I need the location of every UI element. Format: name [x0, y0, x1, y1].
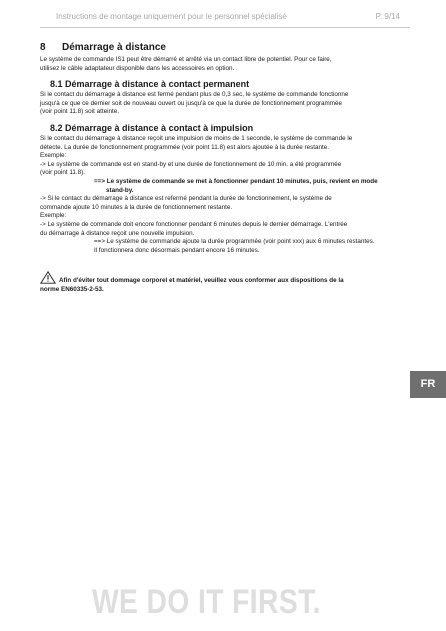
section-8-2-line: Si le contact du démarrage à distance reçoit une impulsion de moins de 1 seconde, le système de commande le	[40, 134, 353, 142]
section-8-1-line: Si le contact du démarrage à distance est fermé pendant plus de 0,3 sec, le système de commande fonctionne	[40, 91, 349, 99]
section-8-2-line: -> Si le contact du démarrage à distance est refermé pendant la durée de fonctionnement, le système de	[40, 195, 332, 203]
warning-line: Afin d'éviter tout dommage corporel et matériel, veuillez vous conformer aux dispositions de la	[59, 277, 344, 285]
section-8-1-line: jusqu'à ce que ce dernier soit de nouveau ouvert ou jusqu'à ce que la durée de fonctionnement programmée	[40, 99, 343, 107]
result-line: ==> Le système de commande ajoute la durée programmée (voir point xxx) aux 6 minutes restantes.	[94, 238, 375, 246]
section-8-title: Démarrage à distance	[62, 42, 166, 53]
warning-line: norme EN60335-2-53.	[40, 285, 104, 293]
section-8-2-line: commande ajoute 10 minutes à la durée de fonctionnement restante.	[40, 203, 233, 211]
header-title: Instructions de montage uniquement pour le personnel spécialisé	[56, 12, 287, 21]
section-8-2-heading: 8.2 Démarrage à distance à contact à impulsion	[50, 122, 254, 133]
section-8-2-line: Exemple:	[40, 152, 67, 160]
section-8-heading	[40, 42, 406, 54]
section-8-1-heading: 8.1 Démarrage à distance à contact permanent	[50, 79, 250, 90]
result-line: stand-by.	[106, 186, 134, 194]
section-8-2-line: détecte. La durée de fonctionnement programmée (voir point 11.8) est alors ajoutée à la durée restante.	[40, 143, 330, 151]
warning-triangle-icon	[40, 271, 56, 284]
section-8-1-line: (voir point 11.8) soit atteinte.	[40, 108, 119, 116]
section-8-line: Le système de commande IS1 peut être démarré et arrêté via un contact libre de potentiel. Pour ce faire,	[40, 56, 332, 63]
section-8-2-line: Exemple:	[40, 212, 67, 220]
section-8-2-line: -> Le système de commande est en stand-by et une durée de fonctionnement de 10 min. a été programmée	[40, 160, 342, 168]
section-8-number: 8	[40, 42, 46, 53]
section-8-2-line: -> Le système de commande doit encore fonctionner pendant 6 minutes depuis le dernier démarrage. L'entrée	[40, 220, 348, 228]
section-8-line: utilisez le câble adaptateur disponible dans les accessoires en option.	[40, 64, 235, 72]
result-line: ==> Le système de commande se met à fonctionner pendant 10 minutes, puis, revient en mode	[94, 177, 378, 185]
language-tab: FR	[410, 371, 446, 398]
result-line: Il fonctionnera donc désormais pendant encore 16 minutes.	[94, 246, 260, 254]
document-body	[40, 42, 406, 294]
header-divider	[40, 27, 410, 28]
page-header	[56, 12, 400, 24]
section-8-2-line: (voir point 11.8).	[40, 169, 86, 177]
section-8-2-line: du démarrage à distance reçoit une nouvelle impulsion.	[40, 229, 195, 237]
page-number: P. 9/14	[375, 12, 400, 21]
slogan: WE DO IT FIRST.	[92, 583, 321, 621]
safety-warning	[40, 271, 406, 294]
